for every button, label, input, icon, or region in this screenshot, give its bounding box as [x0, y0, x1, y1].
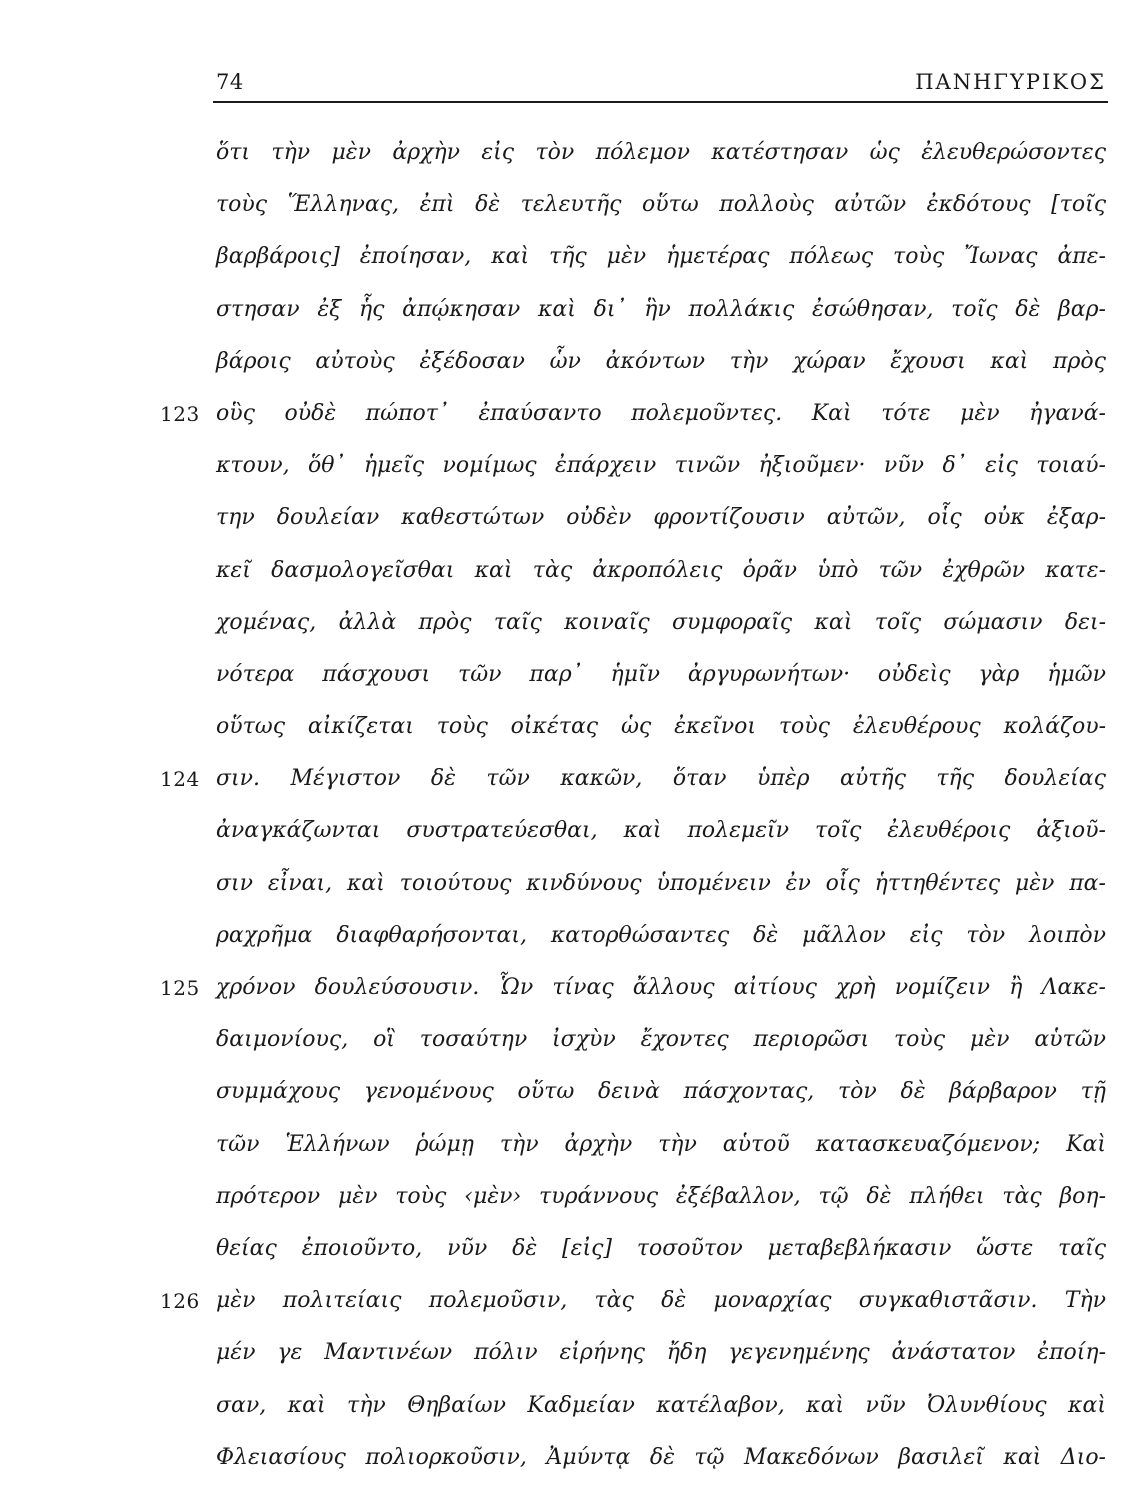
line-text: πρότερον μὲν τοὺς ‹μὲν› τυράννους ἐξέβαλλον, τῷ δὲ πλήθει τὰς βοη-	[216, 1183, 1107, 1209]
text-line	[160, 753, 1106, 805]
text-line	[216, 597, 1106, 649]
section-number: 123	[160, 401, 200, 426]
section-number: 125	[160, 976, 200, 1000]
line-text: θείας ἐποιοῦντο, νῦν δὲ [εἰς] τοσοῦτον μεταβεβλήκασιν ὥστε ταῖς	[216, 1235, 1107, 1261]
line-text: την δουλείαν καθεστώτων οὐδὲν φροντίζουσιν αὐτῶν, οἷς οὐκ ἐξαρ-	[216, 505, 1107, 531]
line-text: δαιμονίους, οἳ τοσαύτην ἰσχὺν ἔχοντες περιορῶσι τοὺς μὲν αὑτῶν	[216, 1027, 1107, 1053]
text-line	[216, 127, 1106, 179]
line-text: ραχρῆμα διαφθαρήσονται, κατορθώσαντες δὲ μᾶλλον εἰς τὸν λοιπὸν	[216, 922, 1106, 948]
line-text: Φλειασίους πολιορκοῦσιν, Ἀμύντᾳ δὲ τῷ Μακεδόνων βασιλεῖ καὶ Διο-	[216, 1444, 1106, 1470]
text-line	[216, 1380, 1106, 1432]
text-line	[216, 858, 1106, 910]
text-line	[216, 440, 1106, 492]
text-line	[216, 231, 1106, 283]
text-line	[216, 179, 1106, 231]
line-text: σιν εἶναι, καὶ τοιούτους κινδύνους ὑπομένειν ἐν οἷς ἡττηθέντες μὲν πα-	[216, 870, 1106, 896]
text-line	[216, 492, 1106, 544]
line-text: στησαν ἐξ ἧς ἀπῴκησαν καὶ δι᾿ ἣν πολλάκις ἐσώθησαν, τοῖς δὲ βαρ-	[216, 296, 1106, 322]
section-number: 126	[160, 1289, 200, 1314]
line-text: οὕτως αἰκίζεται τοὺς οἰκέτας ὡς ἐκεῖνοι τοὺς ἐλευθέρους κολάζου-	[216, 714, 1107, 740]
line-text: τῶν Ἑλλήνων ῥώμῃ τὴν ἀρχὴν τὴν αὑτοῦ κατασκευαζόμενον; Καὶ	[216, 1131, 1107, 1157]
line-text: ὅτι τὴν μὲν ἀρχὴν εἰς τὸν πόλεμον κατέστησαν ὡς ἐλευθερώσοντες	[216, 140, 1107, 165]
header-rule	[213, 101, 1108, 103]
page-number: 74	[216, 70, 244, 94]
text-line	[216, 1119, 1106, 1171]
text-line	[216, 545, 1106, 597]
text-line	[216, 1432, 1106, 1484]
text-line	[216, 1014, 1106, 1066]
page-header	[216, 70, 1106, 100]
text-line	[216, 805, 1106, 857]
line-text: οὓς οὐδὲ πώποτ᾿ ἐπαύσαντο πολεμοῦντες. Καὶ τότε μὲν ἠγανά-	[216, 400, 1106, 426]
line-text: ἀναγκάζωνται συστρατεύεσθαι, καὶ πολεμεῖν τοῖς ἐλευθέροις ἀξιοῦ-	[216, 818, 1106, 844]
line-text: κτουν, ὅθ᾿ ἡμεῖς νομίμως ἐπάρχειν τινῶν ἠξιοῦμεν· νῦν δ᾿ εἰς τοιαύ-	[216, 453, 1106, 479]
text-line	[160, 388, 1106, 440]
section-number: 124	[160, 767, 200, 792]
text-line	[216, 336, 1106, 388]
line-text: κεῖ δασμολογεῖσθαι καὶ τὰς ἀκροπόλεις ὁρᾶν ὑπὸ τῶν ἐχθρῶν κατε-	[216, 557, 1106, 583]
line-text: συμμάχους γενομένους οὕτω δεινὰ πάσχοντας, τὸν δὲ βάρβαρον τῇ	[216, 1079, 1106, 1105]
line-text: μέν γε Μαντινέων πόλιν εἰρήνης ἤδη γεγενημένης ἀνάστατον ἐποίη-	[216, 1340, 1107, 1366]
line-text: νότερα πάσχουσι τῶν παρ᾿ ἡμῖν ἀργυρωνήτων· οὐδεὶς γὰρ ἡμῶν	[216, 661, 1106, 687]
line-text: χρόνον δουλεύσουσιν. Ὧν τίνας ἄλλους αἰτίους χρὴ νομίζειν ἢ Λακε-	[216, 975, 1106, 1000]
text-line	[160, 1275, 1107, 1327]
line-text: σιν. Μέγιστον δὲ τῶν κακῶν, ὅταν ὑπὲρ αὐτῆς τῆς δουλείας	[216, 766, 1106, 792]
body-text	[160, 127, 1107, 1484]
text-line	[216, 284, 1106, 336]
running-title: ΠΑΝΗΓΥΡΙΚΟΣ	[915, 70, 1106, 94]
line-text: τοὺς Ἕλληνας, ἐπὶ δὲ τελευτῆς οὕτω πολλοὺς αὐτῶν ἐκδότους [τοῖς	[216, 192, 1107, 218]
text-line	[160, 962, 1106, 1014]
text-line	[216, 649, 1106, 701]
line-text: χομένας, ἀλλὰ πρὸς ταῖς κοιναῖς συμφοραῖς καὶ τοῖς σώμασιν δει-	[216, 609, 1106, 635]
line-text: σαν, καὶ τὴν Θηβαίων Καδμείαν κατέλαβον, καὶ νῦν Ὀλυνθίους καὶ	[216, 1392, 1106, 1418]
text-line	[216, 1066, 1106, 1118]
text-line	[216, 1171, 1106, 1223]
text-line	[216, 1327, 1106, 1379]
line-text: μὲν πολιτείαις πολεμοῦσιν, τὰς δὲ μοναρχίας συγκαθιστᾶσιν. Τὴν	[216, 1288, 1107, 1314]
line-text: βαρβάροις] ἐποίησαν, καὶ τῆς μὲν ἡμετέρας πόλεως τοὺς Ἴωνας ἀπε-	[216, 244, 1106, 270]
line-text: βάροις αὐτοὺς ἐξέδοσαν ὧν ἀκόντων τὴν χώραν ἔχουσι καὶ πρὸς	[216, 348, 1106, 374]
text-line	[216, 701, 1106, 753]
text-line	[216, 1223, 1106, 1275]
text-line	[216, 910, 1106, 962]
